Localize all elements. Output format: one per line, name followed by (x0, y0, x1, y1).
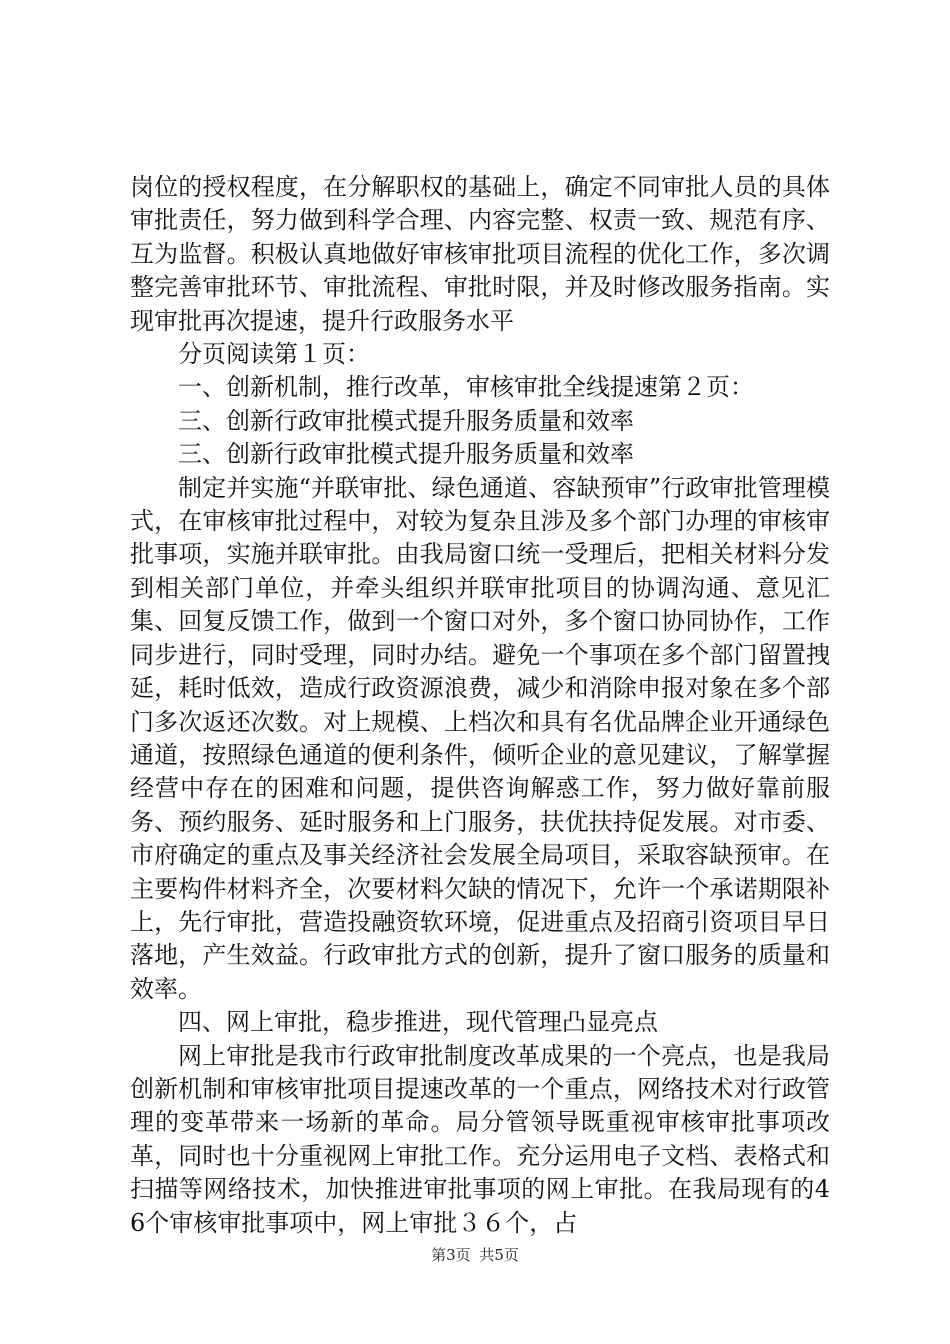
paragraph-4: 三、创新行政审批模式提升服务质量和效率 (178, 406, 634, 435)
paragraph-5: 三、创新行政审批模式提升服务质量和效率 (178, 440, 634, 469)
paragraph-1: 岗位的授权程度，在分解职权的基础上，确定不同审批人员的具体审批责任，努力做到科学合理、内容完整、权责一致、规范有序、互为监督。积极认真地做好审核审批项目流程的优化工作，多次调整完善审批环节、审批流程、审批时限，并及时修改服务指南。实现审批再次提速，提升行政服务水平 (130, 173, 830, 335)
document-body (130, 171, 830, 1240)
paragraph-3: 一、创新机制，推行改革，审核审批全线提速第２页： (178, 373, 754, 402)
paragraph-2: 分页阅读第１页： (178, 340, 370, 369)
paragraph-7: 四、网上审批，稳步推进，现代管理凸显亮点 (178, 1008, 658, 1037)
page-total: 共5页 (479, 1246, 519, 1264)
page-number: 第3页 (431, 1246, 471, 1264)
page-footer (0, 1244, 950, 1265)
paragraph-8: 网上审批是我市行政审批制度改革成果的一个亮点，也是我局创新机制和审核审批项目提速改革的一个重点，网络技术对行政管理的变革带来一场新的革命。局分管领导既重视审核审批事项改革，同时也十分重视网上审批工作。充分运用电子文档、表格式和扫描等网络技术，加快推进审批事项的网上审批。在我局现有的46个审核审批事项中，网上审批３６个，占 (130, 1041, 830, 1237)
paragraph-6: 制定并实施“并联审批、绿色通道、容缺预审”行政审批管理模式，在审核审批过程中，对较为复杂且涉及多个部门办理的审核审批事项，实施并联审批。由我局窗口统一受理后，把相关材料分发到相关部门单位，并牵头组织并联审批项目的协调沟通、意见汇集、回复反馈工作，做到一个窗口对外，多个窗口协同协作，工作同步进行，同时受理，同时办结。避免一个事项在多个部门留置拽延，耗时低效，造成行政资源浪费，减少和消除申报对象在多个部门多次返还次数。对上规模、上档次和具有名优品牌企业开通绿色通道，按照绿色通道的便利条件，倾听企业的意见建议，了解掌握经营中存在的困难和问题，提供咨询解惑工作，努力做好靠前服务、预约服务、延时服务和上门服务，扶优扶持促发展。对市委、市府确定的重点及事关经济社会发展全局项目，采取容缺预审。在主要构件材料齐全，次要材料欠缺的情况下，允许一个承诺期限补上，先行审批，营造投融资软环境，促进重点及招商引资项目早日落地，产生效益。行政审批方式的创新，提升了窗口服务的质量和效率。 (130, 473, 830, 1003)
